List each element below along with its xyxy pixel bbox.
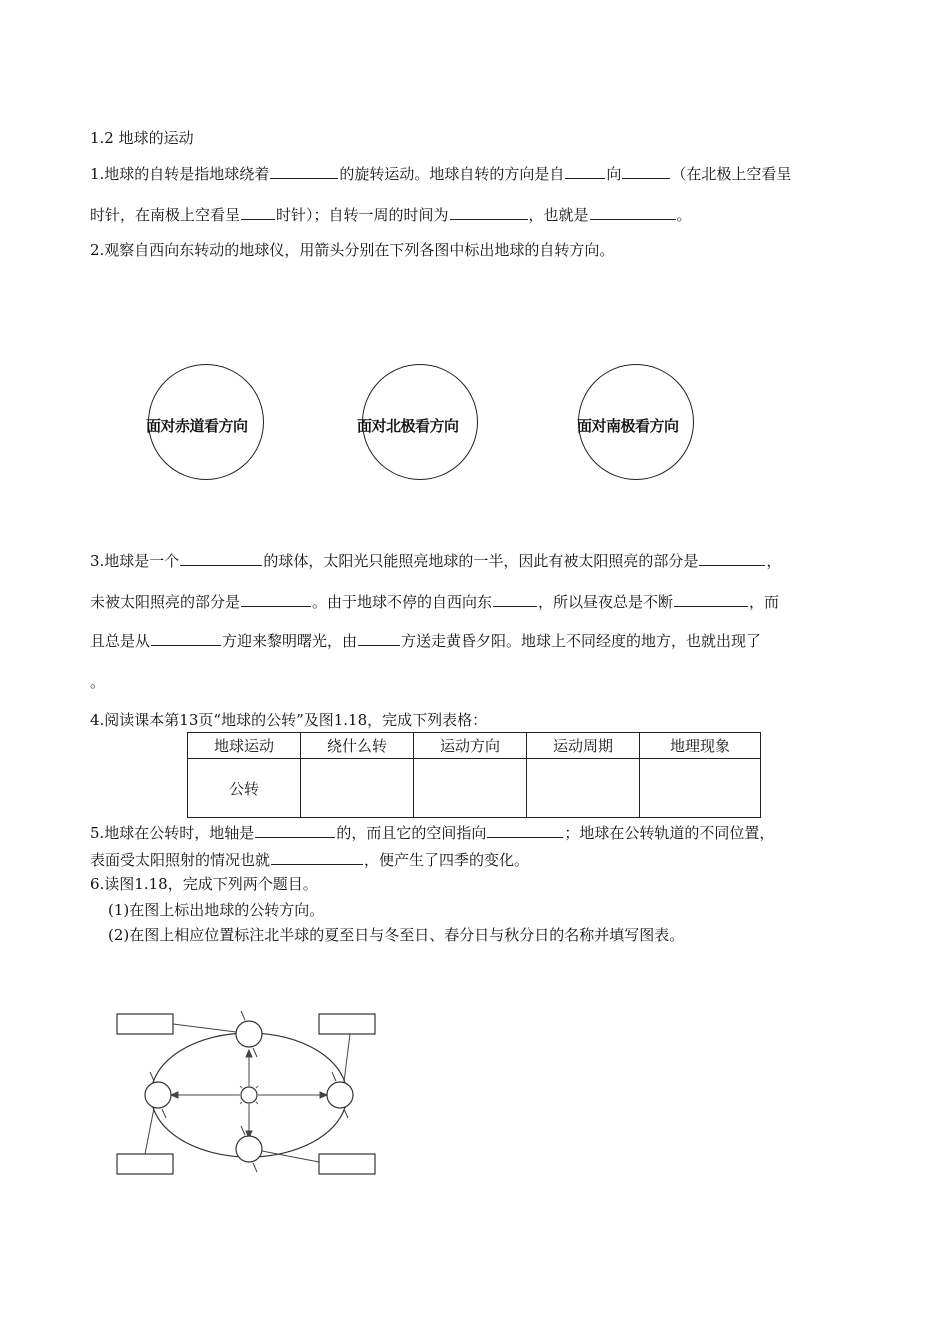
q1-blank-axis[interactable] — [270, 163, 338, 179]
q1-text-g: ，也就是 — [528, 206, 589, 224]
q1-text-a: 1.地球的自转是指地球绕着 — [90, 165, 270, 183]
q1-blank-day[interactable] — [590, 204, 676, 220]
section-title: 1.2 地球的运动 — [90, 129, 194, 147]
q1-line1 — [90, 163, 791, 184]
q6-sub1: (1)在图上标出地球的公转方向。 — [108, 901, 325, 919]
label-box-bottom-right — [319, 1154, 375, 1174]
orbit-diagram — [105, 996, 395, 1186]
q3-text-i: 方迎来黎明曙光，由 — [222, 632, 358, 650]
q3-blank-night[interactable] — [241, 591, 311, 607]
q1-blank-period[interactable] — [450, 204, 528, 220]
q6-text: 6.读图1.18，完成下列两个题目。 — [90, 875, 318, 893]
earth-bottom-icon — [236, 1136, 262, 1162]
table-header-cell: 地理现象 — [640, 733, 761, 759]
q3-text-c: ， — [766, 552, 782, 570]
earth-right-icon — [327, 1082, 353, 1108]
table-header-cell: 绕什么转 — [301, 733, 414, 759]
sun-icon — [241, 1087, 257, 1103]
q1-blank-from[interactable] — [565, 163, 605, 179]
table-header-cell: 运动周期 — [527, 733, 640, 759]
q1-blank-south[interactable] — [241, 204, 275, 220]
q3-text-g: ，而 — [749, 593, 780, 611]
earth-left-icon — [145, 1082, 171, 1108]
q5-text-e: ，便产生了四季的变化。 — [364, 851, 530, 869]
table-header-cell: 运动方向 — [414, 733, 527, 759]
q3-blank-day[interactable] — [699, 550, 765, 566]
table-cell-period[interactable] — [527, 759, 640, 818]
label-box-top-right — [319, 1014, 375, 1034]
q1-blank-to[interactable] — [622, 163, 670, 179]
table-header-cell: 地球运动 — [188, 733, 301, 759]
q1-text-h: 。 — [676, 206, 692, 224]
q3-text-d: 未被太阳照亮的部分是 — [90, 593, 241, 611]
q5-text-c: ；地球在公转轨道的不同位置， — [564, 824, 775, 842]
circle-label-equator: 面对赤道看方向 — [146, 417, 248, 435]
q3-blank-east[interactable] — [151, 630, 221, 646]
q1-text-e: 时针，在南极上空看呈 — [90, 206, 241, 224]
arrow-head-left — [171, 1092, 178, 1098]
q3-text-j: 方送走黄昏夕阳。地球上不同经度的地方，也就出现了 — [401, 632, 762, 650]
table-cell-phenomenon[interactable] — [640, 759, 761, 818]
q3-text-b: 的球体，太阳光只能照亮地球的一半，因此有被太阳照亮的部分是 — [263, 552, 699, 570]
q3-text-h: 且总是从 — [90, 632, 151, 650]
q5-blank-axis[interactable] — [255, 822, 335, 838]
q3-text-a: 3.地球是一个 — [90, 552, 180, 570]
q4-text: 4.阅读课本第13页“地球的公转”及图1.18，完成下列表格： — [90, 711, 488, 729]
q5-line1 — [90, 822, 774, 843]
q6-sub2: (2)在图上相应位置标注北半球的夏至日与冬至日、春分日与秋分日的名称并填写图表。 — [108, 926, 685, 944]
q3-line4: 。 — [90, 673, 106, 691]
table-header-row — [188, 733, 761, 759]
q3-text-e: 。由于地球不停的自西向东 — [312, 593, 493, 611]
q3-blank-west[interactable] — [358, 630, 400, 646]
arrow-head-right — [320, 1092, 327, 1098]
q5-blank-direction[interactable] — [487, 822, 563, 838]
circle-label-north: 面对北极看方向 — [357, 417, 459, 435]
q5-text-d: 表面受太阳照射的情况也就 — [90, 851, 271, 869]
q1-text-f: 时针）；自转一周的时间为 — [276, 206, 449, 224]
q1-text-b: 的旋转运动。地球自转的方向是自 — [339, 165, 565, 183]
table-row — [188, 759, 761, 818]
table-cell-center[interactable] — [301, 759, 414, 818]
q3-blank-rotate[interactable] — [493, 591, 537, 607]
arrow-head-top — [246, 1050, 252, 1057]
q3-line3 — [90, 630, 761, 651]
circle-label-south: 面对南极看方向 — [577, 417, 679, 435]
label-box-bottom-left — [117, 1154, 173, 1174]
table-cell-motion: 公转 — [188, 759, 301, 818]
q3-blank-shape[interactable] — [180, 550, 262, 566]
q5-line2 — [90, 849, 529, 870]
q3-line2 — [90, 591, 779, 612]
label-box-top-left — [117, 1014, 173, 1034]
earth-top-icon — [236, 1021, 262, 1047]
revolution-table — [187, 732, 761, 818]
q2-text: 2.观察自西向东转动的地球仪，用箭头分别在下列各图中标出地球的自转方向。 — [90, 241, 615, 259]
q1-line2 — [90, 204, 692, 225]
q1-text-c: 向 — [606, 165, 622, 183]
q5-text-a: 5.地球在公转时，地轴是 — [90, 824, 255, 842]
table-cell-direction[interactable] — [414, 759, 527, 818]
q3-line1 — [90, 550, 781, 571]
q3-text-f: ，所以昼夜总是不断 — [538, 593, 674, 611]
q3-blank-alternate[interactable] — [674, 591, 748, 607]
q5-text-b: 的，而且它的空间指向 — [336, 824, 487, 842]
q1-text-d: （在北极上空看呈 — [671, 165, 792, 183]
q5-blank-change[interactable] — [271, 849, 363, 865]
